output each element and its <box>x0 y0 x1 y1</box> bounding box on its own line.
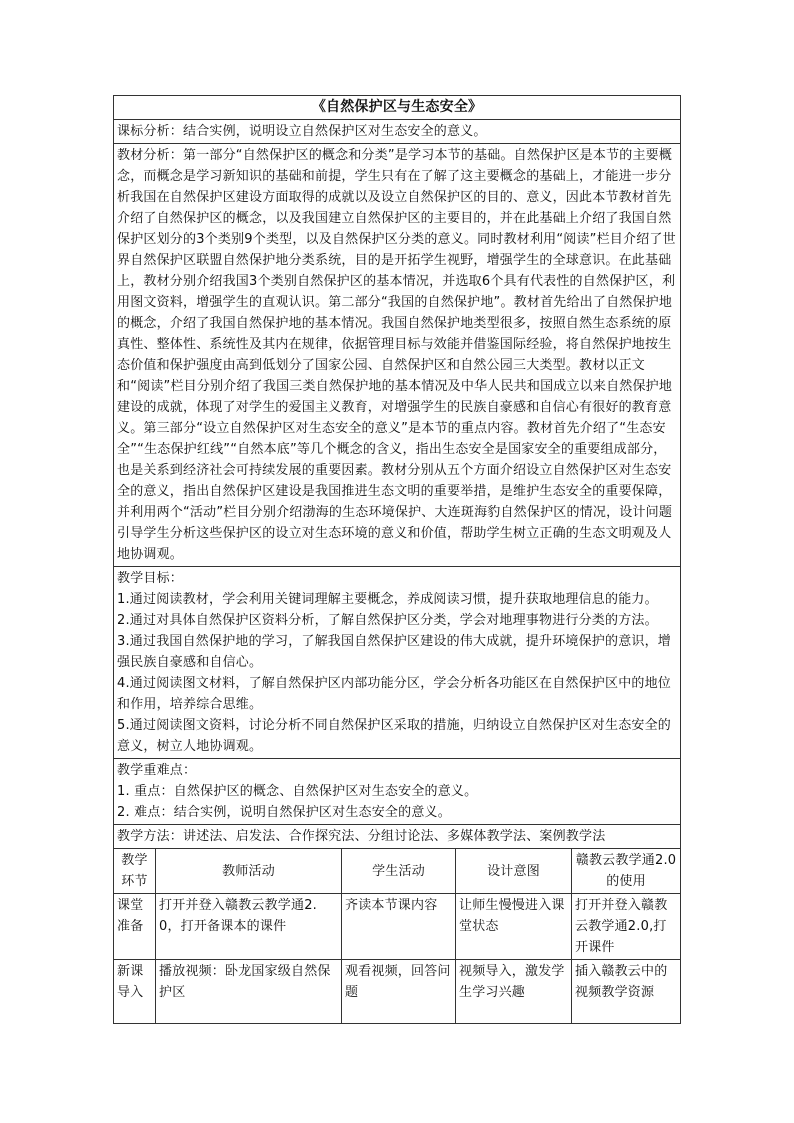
column-header-platform: 赣教云教学通2.0的使用 <box>572 849 681 894</box>
document-title: 《自然保护区与生态安全》 <box>114 96 681 120</box>
cell-teacher: 播放视频：卧龙国家级自然保护区 <box>156 960 342 1024</box>
objective-item: 3.通过我国自然保护地的学习，了解我国自然保护区建设的伟大成就，提升环境保护的意识，增强民族自豪感和自信心。 <box>117 634 672 670</box>
cell-intent: 让师生慢慢进入课堂状态 <box>456 894 572 960</box>
objective-item: 4.通过阅读图文材料，了解自然保护区内部功能分区，学会分析各功能区在自然保护区中的地位和作用，培养综合思维。 <box>117 676 672 712</box>
cell-stage: 新课导入 <box>114 960 156 1024</box>
textbook-analysis: 教材分析：第一部分“自然保护区的概念和分类”是学习本节的基础。自然保护区是本节的主要概念，而概念是学习新知识的基础和前提，学生只有在了解了这主要概念的基础上，才能进一步分析我国在自然保护区建设方面取得的成就以及设立自然保护区的目的、意义，因此本节教材首先介绍了自然保护区的概念，以及我国建立自然保护区的主要目的，并在此基础上介绍了我国自然保护区划分的3个类别9个类型，以及自然保护区分类的意义。同时教材利用“阅读”栏目介绍了世界自然保护区联盟自然保护地分类系统，目的是开拓学生视野，增强学生的全球意识。在此基础上，教材分别介绍我国3个类别自然保护区的基本情况，并选取6个具有代表性的自然保护区，利用图文资料，增强学生的直观认识。第二部分“我国的自然保护地”。教材首先给出了自然保护地的概念，介绍了我国自然保护地的基本情况。我国自然保护地类型很多，按照自然生态系统的原真性、整体性、系统性及其内在规律，依据管理目标与效能并借鉴国际经验，将自然保护地按生态价值和保护强度由高到低划分了国家公园、自然保护区和自然公园三大类型。教材以正文和“阅读”栏目分别介绍了我国三类自然保护地的基本情况及中华人民共和国成立以来自然保护地建设的成就，体现了对学生的爱国主义教育，对增强学生的民族自豪感和自信心有很好的教育意义。第三部分“设立自然保护区对生态安全的意义”是本节的重点内容。教材首先介绍了“生态安全”“生态保护红线”“自然本底”等几个概念的含义，指出生态安全是国家安全的重要组成部分，也是关系到经济社会可持续发展的重要因素。教材分别从五个方面介绍设立自然保护区对生态安全的意义，指出自然保护区建设是我国推进生态文明的重要举措，是维护生态安全的重要保障，并利用两个“活动”栏目分别介绍渤海的生态环境保护、大连斑海豹自然保护区的情况，设计问题引导学生分析这些保护区的设立对生态环境的意义和价值，帮助学生树立正确的生态文明观及人地协调观。 <box>114 144 681 567</box>
column-header-student: 学生活动 <box>342 849 456 894</box>
cell-platform: 插入赣教云中的视频教学资源 <box>572 960 681 1024</box>
keypoint-item: 1. 重点：自然保护区的概念、自然保护区对生态安全的意义。 <box>117 784 478 799</box>
column-header-teacher: 教师活动 <box>156 849 342 894</box>
curriculum-analysis: 课标分析：结合实例，说明设立自然保护区对生态安全的意义。 <box>114 120 681 144</box>
table-header-row <box>114 849 681 894</box>
teaching-objectives <box>114 567 681 759</box>
column-header-intent: 设计意图 <box>456 849 572 894</box>
column-header-stage: 教学环节 <box>114 849 156 894</box>
teaching-methods: 教学方法：讲述法、启发法、合作探究法、分组讨论法、多媒体教学法、案例教学法 <box>114 825 681 849</box>
key-difficult-points <box>114 759 681 825</box>
cell-intent: 视频导入，激发学生学习兴趣 <box>456 960 572 1024</box>
cell-student: 观看视频，回答问题 <box>342 960 456 1024</box>
table-row <box>114 960 681 1024</box>
keypoints-heading: 教学重难点： <box>117 763 197 778</box>
keypoint-item: 2. 难点：结合实例，说明自然保护区对生态安全的意义。 <box>117 805 451 820</box>
lesson-plan-table <box>113 95 681 1024</box>
objective-item: 2.通过对具体自然保护区资料分析，了解自然保护区分类，学会对地理事物进行分类的方法。 <box>117 613 658 628</box>
cell-teacher: 打开并登入赣教云教学通2.0，打开备课本的课件 <box>156 894 342 960</box>
objectives-heading: 教学目标： <box>117 571 184 586</box>
objective-item: 1.通过阅读教材，学会利用关键词理解主要概念，养成阅读习惯，提升获取地理信息的能力。 <box>117 592 658 607</box>
cell-stage: 课堂准备 <box>114 894 156 960</box>
cell-platform: 打开并登入赣教云教学通2.0,打开课件 <box>572 894 681 960</box>
objective-item: 5.通过阅读图文资料，讨论分析不同自然保护区采取的措施，归纳设立自然保护区对生态安全的意义，树立人地协调观。 <box>117 718 672 754</box>
table-row <box>114 894 681 960</box>
lesson-plan-page <box>113 95 680 1024</box>
cell-student: 齐读本节课内容 <box>342 894 456 960</box>
